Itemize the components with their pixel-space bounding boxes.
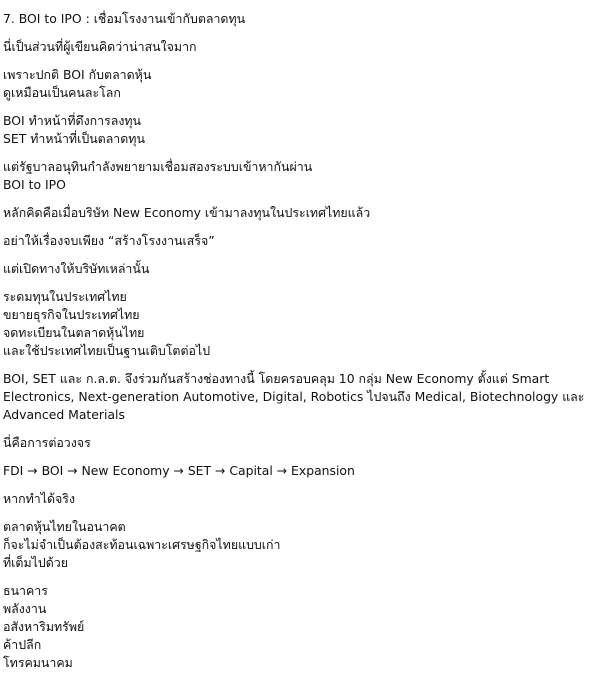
paragraph-future-market: [3, 518, 591, 572]
text-paragraph: BOI, SET และ ก.ล.ต. จึงร่วมกันสร้างช่องทางนี้ โดยครอบคลุม 10 กลุ่ม New Economy ตั้งแต่ Smart Electronics, Next-generation Automotive, Digital, Robotics ไปจนถึง Medical, Biotechnology และ Advanced Materials: [3, 371, 585, 422]
text-line: SET ทำหน้าที่เป็นตลาดทุน: [3, 131, 145, 146]
section-heading: 7. BOI to IPO : เชื่อมโรงงานเข้ากับตลาดทุน: [3, 11, 246, 26]
text-line: แต่เปิดทางให้บริษัทเหล่านั้น: [3, 261, 150, 276]
paragraph-cycle-intro: [3, 434, 591, 452]
text-line: เพราะปกติ BOI กับตลาดหุ้น: [3, 67, 152, 82]
list-item: และใช้ประเทศไทยเป็นฐานเติบโตต่อไป: [3, 343, 211, 358]
text-line: นี่เป็นส่วนที่ผู้เขียนคิดว่าน่าสนใจมาก: [3, 39, 197, 54]
list-item: ค้าปลีก: [3, 637, 42, 652]
text-line: BOI to IPO: [3, 177, 66, 192]
text-line: ก็จะไม่จำเป็นต้องสะท้อนเฉพาะเศรษฐกิจไทยแบบเก่า: [3, 537, 281, 552]
paragraph-roles: [3, 112, 591, 148]
text-line: อย่าให้เรื่องจบเพียง “สร้างโรงงานเสร็จ”: [3, 233, 215, 248]
article-body: [3, 10, 591, 682]
list-item: ระดมทุนในประเทศไทย: [3, 289, 127, 304]
list-item: จดทะเบียนในตลาดหุ้นไทย: [3, 325, 145, 340]
text-line: ตลาดหุ้นไทยในอนาคต: [3, 519, 126, 534]
text-line: BOI ทำหน้าที่ดึงการลงทุน: [3, 113, 142, 128]
section-heading-paragraph: [3, 10, 591, 28]
paragraph-principle: [3, 204, 591, 222]
flow-line: FDI → BOI → New Economy → SET → Capital → Expansion: [3, 463, 355, 478]
list-item: พลังงาน: [3, 601, 47, 616]
paragraph-interest: [3, 38, 591, 56]
paragraph-sectors: [3, 370, 591, 424]
paragraph-not-just-factory: [3, 232, 591, 250]
list-item: โทรคมนาคม: [3, 655, 73, 670]
list-item: อสังหาริมทรัพย์: [3, 619, 85, 634]
text-line: ที่เต็มไปด้วย: [3, 555, 68, 570]
paragraph-if-real: [3, 490, 591, 508]
paragraph-government: [3, 158, 591, 194]
text-line: หากทำได้จริง: [3, 491, 75, 506]
paragraph-old-sectors-list: [3, 582, 591, 672]
paragraph-open-path: [3, 260, 591, 278]
text-line: หลักคิดคือเมื่อบริษัท New Economy เข้ามาลงทุนในประเทศไทยแล้ว: [3, 205, 371, 220]
text-line: ดูเหมือนเป็นคนละโลก: [3, 85, 121, 100]
text-line: นี่คือการต่อวงจร: [3, 435, 91, 450]
paragraph-cycle-flow: [3, 462, 591, 480]
list-item: ขยายธุรกิจในประเทศไทย: [3, 307, 140, 322]
paragraph-benefits-list: [3, 288, 591, 360]
paragraph-boi-market: [3, 66, 591, 102]
text-line: แต่รัฐบาลอนุทินกำลังพยายามเชื่อมสองระบบเข้าหากันผ่าน: [3, 159, 313, 174]
list-item: ธนาคาร: [3, 583, 48, 598]
